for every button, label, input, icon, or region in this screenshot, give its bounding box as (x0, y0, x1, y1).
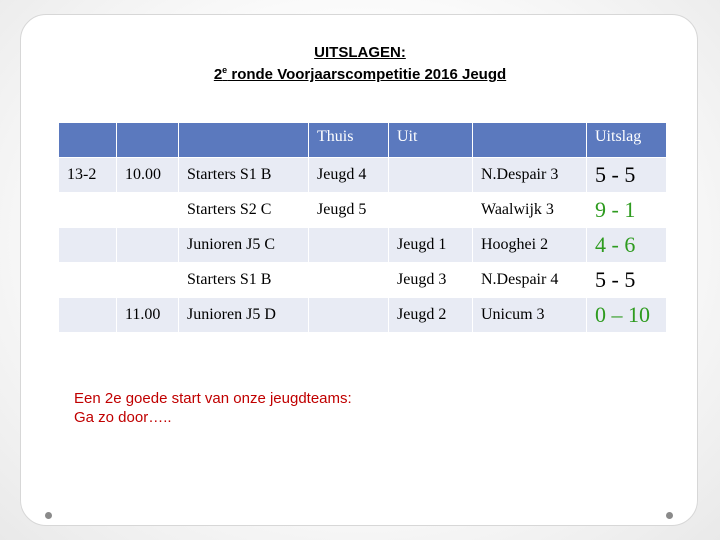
header-uit: Uit (389, 123, 473, 158)
score-value: 5 - 5 (595, 162, 636, 187)
page-subtitle (0, 66, 720, 83)
thuis-cell (309, 228, 389, 263)
score-value: 4 - 6 (595, 232, 636, 257)
date-cell (59, 263, 117, 298)
thuis-cell (309, 263, 389, 298)
table-header-row (59, 123, 667, 158)
team-cell: Junioren J5 D (179, 298, 309, 333)
note-line-1: Een 2e goede start van onze jeugdteams: (74, 390, 352, 407)
date-cell: 13-2 (59, 158, 117, 193)
time-cell (117, 193, 179, 228)
date-cell (59, 228, 117, 263)
encouragement-note (74, 389, 352, 427)
uit-cell (389, 193, 473, 228)
time-cell (117, 228, 179, 263)
score-value: 0 – 10 (595, 302, 650, 327)
date-cell (59, 298, 117, 333)
team-cell: Starters S1 B (179, 158, 309, 193)
uit-cell (389, 158, 473, 193)
subtitle-prefix: 2 (213, 66, 223, 83)
thuis-cell (309, 298, 389, 333)
score-value: 9 - 1 (595, 197, 636, 222)
header-uitslag: Uitslag (587, 123, 667, 158)
header-cell (59, 123, 117, 158)
corner-dot-right (666, 512, 673, 519)
note-line-2: Ga zo door….. (74, 409, 172, 426)
table-row (59, 298, 667, 333)
score-cell (587, 158, 667, 193)
date-cell (59, 193, 117, 228)
opponent-cell: N.Despair 3 (473, 158, 587, 193)
thuis-cell: Jeugd 4 (309, 158, 389, 193)
team-cell: Starters S1 B (179, 263, 309, 298)
thuis-cell: Jeugd 5 (309, 193, 389, 228)
table-row (59, 193, 667, 228)
score-cell (587, 228, 667, 263)
team-cell: Junioren J5 C (179, 228, 309, 263)
subtitle-rest: ronde Voorjaarscompetitie 2016 Jeugd (227, 66, 507, 83)
uit-cell: Jeugd 3 (389, 263, 473, 298)
score-cell (587, 193, 667, 228)
table-row (59, 158, 667, 193)
team-cell: Starters S2 C (179, 193, 309, 228)
page-title: UITSLAGEN: (314, 44, 406, 61)
time-cell: 11.00 (117, 298, 179, 333)
corner-dot-left (45, 512, 52, 519)
time-cell (117, 263, 179, 298)
table-row (59, 263, 667, 298)
opponent-cell: Unicum 3 (473, 298, 587, 333)
time-cell: 10.00 (117, 158, 179, 193)
results-table (58, 122, 667, 333)
uit-cell: Jeugd 2 (389, 298, 473, 333)
header-thuis: Thuis (309, 123, 389, 158)
score-value: 5 - 5 (595, 267, 636, 292)
subtitle-sup: e (222, 65, 228, 75)
opponent-cell: N.Despair 4 (473, 263, 587, 298)
header-cell (473, 123, 587, 158)
table-row (59, 228, 667, 263)
header-cell (117, 123, 179, 158)
score-cell (587, 298, 667, 333)
header-cell (179, 123, 309, 158)
uit-cell: Jeugd 1 (389, 228, 473, 263)
opponent-cell: Waalwijk 3 (473, 193, 587, 228)
score-cell (587, 263, 667, 298)
opponent-cell: Hooghei 2 (473, 228, 587, 263)
